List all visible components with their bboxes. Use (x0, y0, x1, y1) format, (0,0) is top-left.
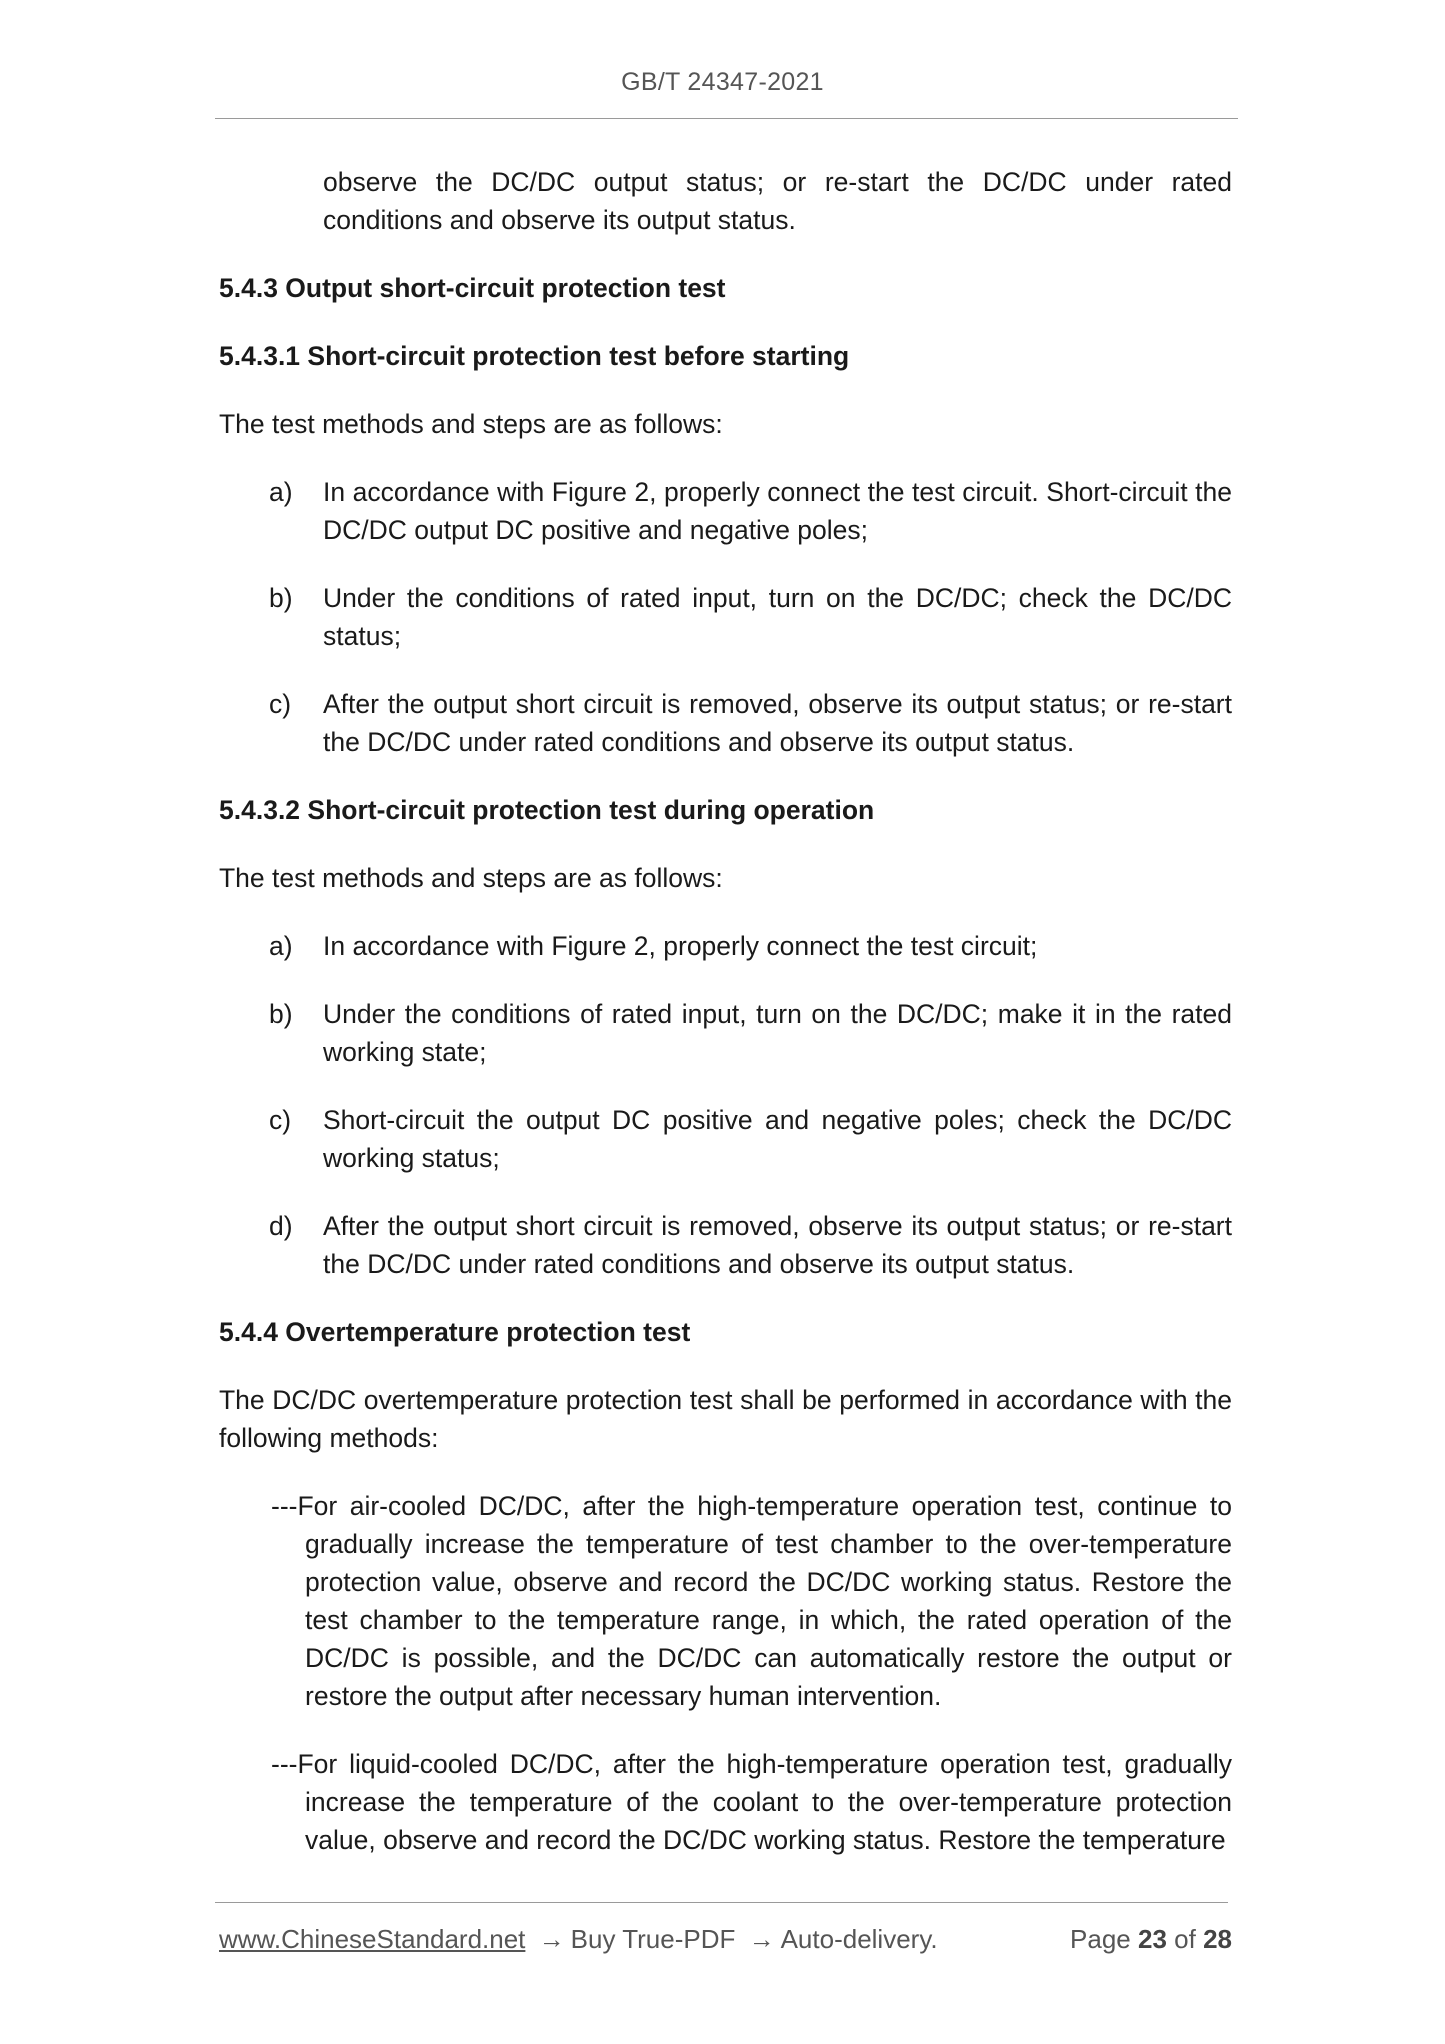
list-item (219, 473, 1232, 549)
list-marker: c) (269, 689, 292, 719)
list-marker: b) (269, 999, 293, 1029)
list-item (219, 995, 1232, 1071)
page-label: Page (1070, 1924, 1131, 1954)
continuation-paragraph: observe the DC/DC output status; or re-start the DC/DC under rated conditions and observe its output status. (323, 167, 1232, 235)
list-item-text: In accordance with Figure 2, properly connect the test circuit; (323, 931, 1038, 961)
page-number (1070, 1922, 1232, 1956)
list-item-text: After the output short circuit is removed, observe its output status; or re-start the DC/DC under rated conditions and observe its output status. (323, 689, 1232, 757)
buy-true-pdf-text: Buy True-PDF (570, 1924, 736, 1954)
list-marker: a) (269, 931, 293, 961)
list-marker: a) (269, 477, 293, 507)
list-item (219, 1101, 1232, 1177)
section-heading-5-4-3-1: 5.4.3.1 Short-circuit protection test before starting (219, 341, 850, 371)
of-label: of (1174, 1924, 1196, 1954)
list-marker: d) (269, 1211, 293, 1241)
list-marker: c) (269, 1105, 292, 1135)
dash-list-item-air-cooled: ---For air-cooled DC/DC, after the high-temperature operation test, continue to gradually increase the temperature of test chamber to the over-temperature protection value, observe and record the DC/DC working status. Restore the test chamber to the temperature range, in which, the rated operation of the DC/DC is possible, and the DC/DC can automatically restore the output or restore the output after necessary human intervention. (271, 1491, 1232, 1711)
page-body (219, 163, 1232, 1889)
section-heading-5-4-3-2: 5.4.3.2 Short-circuit protection test during operation (219, 795, 875, 825)
header-divider (215, 118, 1238, 119)
list-item (219, 685, 1232, 761)
list-item (219, 579, 1232, 655)
intro-paragraph-1: The test methods and steps are as follows: (219, 409, 723, 439)
list-item-text: After the output short circuit is removed, observe its output status; or re-start the DC/DC under rated conditions and observe its output status. (323, 1211, 1232, 1279)
list-marker: b) (269, 583, 293, 613)
website-link[interactable]: www.ChineseStandard.net (219, 1924, 526, 1954)
intro-paragraph-2: The test methods and steps are as follows: (219, 863, 723, 893)
footer-promo (219, 1922, 938, 1956)
section-heading-5-4-3: 5.4.3 Output short-circuit protection test (219, 273, 726, 303)
list-item-text: Under the conditions of rated input, turn on the DC/DC; check the DC/DC status; (323, 583, 1232, 651)
footer-divider (215, 1902, 1228, 1903)
auto-delivery-text: Auto-delivery. (780, 1924, 938, 1954)
list-item-text: Short-circuit the output DC positive and negative poles; check the DC/DC working status; (323, 1105, 1232, 1173)
list-item-text: Under the conditions of rated input, turn on the DC/DC; make it in the rated working state; (323, 999, 1232, 1067)
document-header-title: GB/T 24347-2021 (621, 68, 824, 96)
section-heading-5-4-4: 5.4.4 Overtemperature protection test (219, 1317, 691, 1347)
intro-paragraph-3: The DC/DC overtemperature protection test shall be performed in accordance with the following methods: (219, 1385, 1232, 1453)
list-item (219, 927, 1232, 965)
list-item (219, 1207, 1232, 1283)
arrow-right-icon: → (748, 1924, 775, 1954)
current-page: 23 (1138, 1924, 1167, 1954)
arrow-right-icon: → (538, 1924, 565, 1954)
total-pages: 28 (1203, 1924, 1232, 1954)
list-item-text: In accordance with Figure 2, properly connect the test circuit. Short-circuit the DC/DC output DC positive and negative poles; (323, 477, 1232, 545)
dash-list-item-liquid-cooled: ---For liquid-cooled DC/DC, after the high-temperature operation test, gradually increase the temperature of the coolant to the over-temperature protection value, observe and record the DC/DC working status. Restore the temperature (271, 1749, 1232, 1855)
